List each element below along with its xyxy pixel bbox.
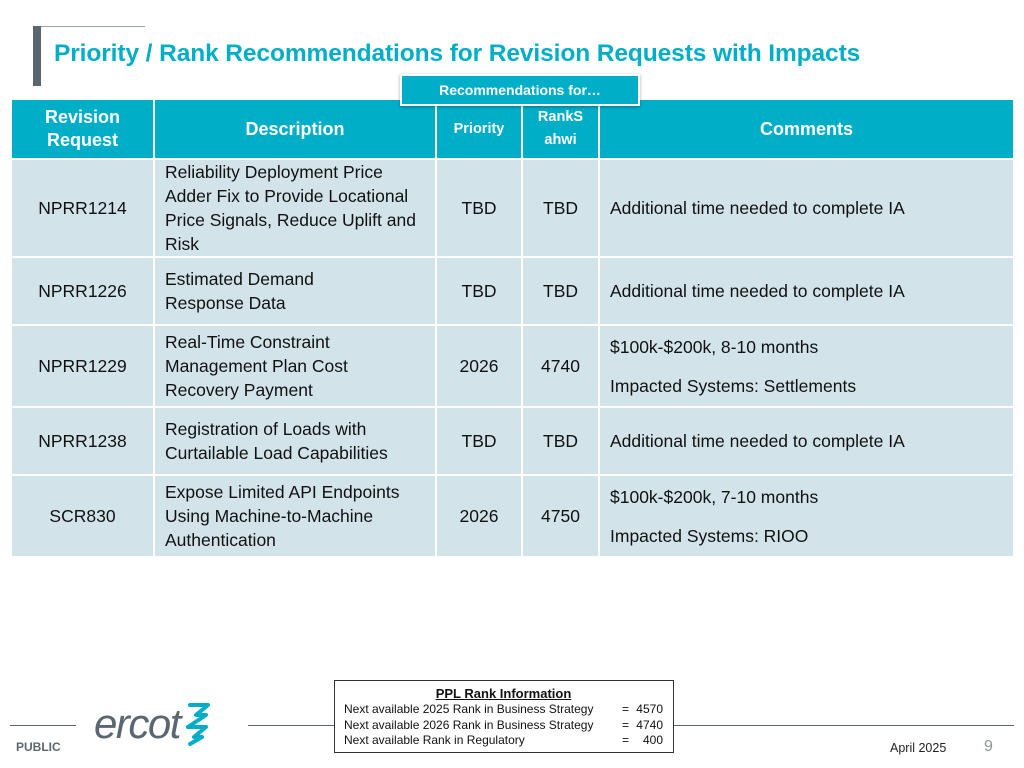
header-description: Description — [154, 99, 436, 159]
classification-label: PUBLIC — [16, 740, 61, 754]
cell-description — [154, 475, 436, 557]
comment-line: Impacted Systems: Settlements — [610, 375, 857, 396]
header-priority: Priority — [436, 99, 522, 159]
ppl-equals: = — [622, 733, 630, 747]
cell-description — [154, 325, 436, 407]
cell-request: NPRR1226 — [11, 257, 154, 325]
cell-request: NPRR1238 — [11, 407, 154, 475]
page-title: Priority / Rank Recommendations for Revision Requests with Impacts — [54, 40, 861, 67]
comment-line: Impacted Systems: RIOO — [610, 525, 809, 546]
cell-comments — [599, 159, 1014, 257]
cell-comments — [599, 325, 1014, 407]
recommendations-tab: Recommendations for… — [400, 74, 640, 106]
cell-comments — [599, 475, 1014, 557]
ppl-value: 4740 — [636, 717, 663, 732]
ppl-label: Next available Rank in Regulatory — [344, 733, 525, 747]
table-row — [11, 159, 1014, 257]
ppl-label: Next available 2026 Rank in Business Strategy — [344, 717, 594, 732]
cell-priority: 2026 — [436, 475, 522, 557]
cell-priority: TBD — [436, 159, 522, 257]
comment-line: Additional time needed to complete IA — [610, 198, 905, 218]
cell-rank: 4750 — [522, 475, 599, 557]
ppl-value: 4570 — [636, 702, 663, 716]
cell-description: Reliability Deployment Price Adder Fix to Provide Locational Price Signals, Reduce Uplift and Risk — [154, 159, 436, 257]
footer-rule — [10, 725, 76, 726]
ppl-row — [344, 733, 663, 749]
ppl-label: Next available 2025 Rank in Business Strategy — [344, 702, 594, 716]
description-text: Expose Limited API Endpoints Using Machine-to-Machine Authentication — [165, 482, 400, 550]
description-text: Estimated Demand Response Data — [165, 269, 314, 313]
ppl-equals: = — [622, 717, 630, 732]
footer-rule — [248, 725, 334, 726]
title-rule — [41, 26, 145, 27]
header-comments: Comments — [599, 99, 1014, 159]
comment-line: Additional time needed to complete IA — [610, 281, 905, 301]
ppl-title: PPL Rank Information — [435, 686, 572, 701]
ppl-row — [344, 718, 663, 734]
footer-rule — [674, 725, 1014, 726]
cell-description: Registration of Loads with Curtailable Load Capabilities — [154, 407, 436, 475]
header-revision-request: Revision Request — [11, 99, 154, 159]
ppl-value: 400 — [642, 733, 663, 747]
table-row — [11, 407, 1014, 475]
table-row — [11, 257, 1014, 325]
table-row — [11, 325, 1014, 407]
revision-request-table — [10, 98, 1015, 558]
cell-rank: 4740 — [522, 325, 599, 407]
ercot-logo — [94, 698, 212, 750]
table-row — [11, 475, 1014, 557]
footer-date: April 2025 — [890, 741, 947, 755]
lightning-icon — [182, 702, 212, 746]
cell-description — [154, 257, 436, 325]
table-header-row — [11, 99, 1014, 159]
logo-wordmark: ercot — [94, 700, 180, 747]
cell-rank: TBD — [522, 159, 599, 257]
cell-rank: TBD — [522, 407, 599, 475]
cell-comments — [599, 407, 1014, 475]
ppl-row — [344, 702, 663, 718]
cell-request: SCR830 — [11, 475, 154, 557]
title-accent-bar — [33, 26, 41, 86]
comment-line: $100k-$200k, 7-10 months — [610, 486, 819, 507]
cell-priority: TBD — [436, 407, 522, 475]
header-rank: RankS ahwi — [522, 99, 599, 159]
cell-rank: TBD — [522, 257, 599, 325]
cell-priority: 2026 — [436, 325, 522, 407]
ppl-rank-info-box — [334, 680, 674, 753]
page-number: 9 — [984, 738, 993, 755]
ppl-equals: = — [622, 702, 630, 716]
comment-line: Additional time needed to complete IA — [610, 431, 905, 451]
cell-request: NPRR1214 — [11, 159, 154, 257]
cell-priority: TBD — [436, 257, 522, 325]
cell-comments — [599, 257, 1014, 325]
description-text: Real-Time Constraint Management Plan Cost Recovery Payment — [165, 332, 348, 400]
cell-request: NPRR1229 — [11, 325, 154, 407]
comment-line: $100k-$200k, 8-10 months — [610, 336, 819, 357]
